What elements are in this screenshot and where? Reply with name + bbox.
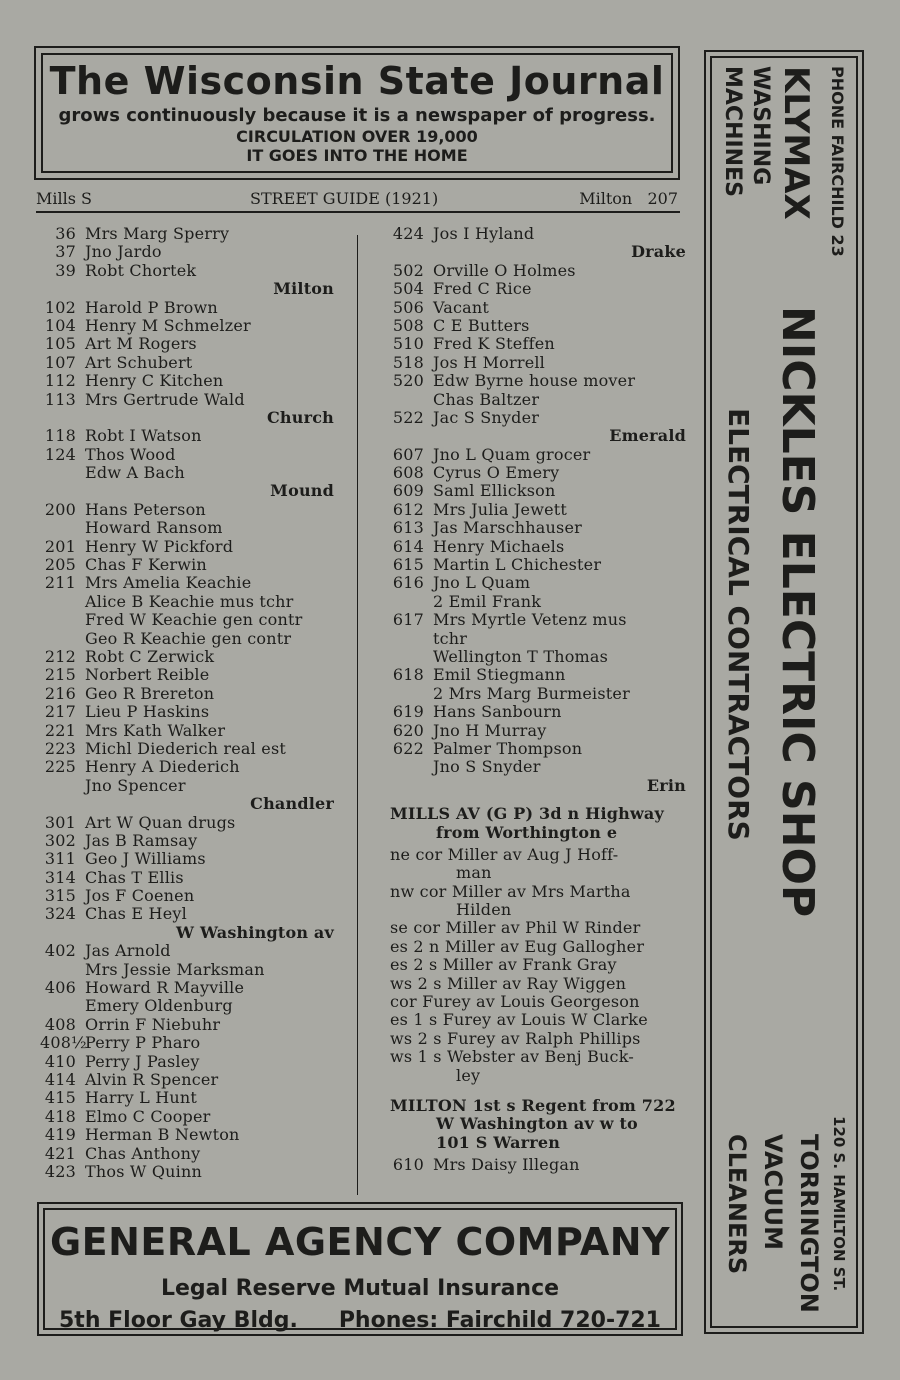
resident-name: Alvin R Spencer [85,1069,219,1089]
resident-name: Orville O Holmes [433,260,576,280]
ad-washing: WASHING [748,66,773,186]
directory-entry [40,354,334,372]
house-number: 211 [44,573,76,593]
right-column-rows [388,225,686,795]
ad-goes-into-home: IT GOES INTO THE HOME [246,146,468,165]
resident-name: Orrin F Niebuhr [85,1014,221,1034]
resident-name: Emil Stiegmann [433,665,566,685]
general-agency-ad [37,1202,683,1336]
header-street-right: Milton [579,189,633,208]
house-number: 107 [44,352,76,372]
directory-entry [40,391,334,409]
resident-name: Elmo C Cooper [85,1106,211,1126]
street-section-heading: W Washington av [176,922,334,942]
house-number: 406 [44,978,76,998]
directory-entry [40,446,334,464]
resident-name: Jos I Hyland [433,224,535,243]
resident-name: Geo R Keachie gen contr [85,628,292,648]
ad-klymax: KLYMAX [776,66,816,220]
resident-name: Jas B Ramsay [85,830,198,850]
resident-name: Jas Arnold [85,941,171,961]
house-number: 215 [44,665,76,685]
house-number: 39 [55,260,76,280]
resident-name: Fred K Steffen [433,334,555,354]
directory-entry [40,317,334,335]
house-number: 201 [44,536,76,556]
directory-entry [388,593,686,611]
ad-cleaners: CLEANERS [723,1134,751,1275]
wisconsin-state-journal-ad [34,46,680,180]
mills-av-entry-continuation: Hilden [456,900,512,920]
house-number: 414 [44,1069,76,1089]
house-number: 502 [392,260,424,280]
house-number: 419 [44,1125,76,1145]
header-street-left: Mills S [36,189,92,208]
resident-name: Hans Sanbourn [433,702,562,722]
directory-entry [40,961,334,979]
house-number: 225 [44,757,76,777]
ad-torrington: TORRINGTON [795,1134,823,1313]
ad-phones: Phones: Fairchild 720-721 [338,1308,661,1333]
directory-entry [388,611,686,629]
resident-name: Chas Baltzer [433,389,540,409]
directory-entry [388,335,686,353]
house-number: 421 [44,1143,76,1163]
house-number: 212 [44,646,76,666]
resident-name: Edw Byrne house mover [433,371,636,391]
resident-name: Michl Diederich real est [85,738,286,758]
resident-name: Art Schubert [85,352,193,372]
resident-name: C E Butters [433,315,530,335]
directory-entry [388,317,686,335]
header-title: STREET GUIDE (1921) [250,189,439,208]
resident-name: tchr [433,628,468,648]
left-column [40,225,334,1181]
directory-entry [388,538,686,556]
resident-name: Mrs Kath Walker [85,720,226,740]
house-number: 408½ [40,1033,87,1053]
directory-entry [40,1163,334,1181]
house-number: 105 [44,334,76,354]
resident-name: Hans Peterson [85,499,206,519]
directory-entry [388,501,686,519]
house-number: 610 [392,1155,424,1175]
ad-vacuum: VACUUM [759,1134,787,1250]
directory-entry [388,372,686,390]
house-number: 36 [55,224,76,243]
house-number: 205 [44,555,76,575]
resident-name: Jno Spencer [85,775,186,795]
resident-name: Art W Quan drugs [85,812,236,832]
house-number: 223 [44,738,76,758]
resident-name: Palmer Thompson [433,738,583,758]
house-number: 221 [44,720,76,740]
house-number: 522 [392,407,424,427]
mills-av-heading-cont: from Worthington e [436,822,618,842]
resident-name: Edw A Bach [85,463,185,483]
directory-entry [388,666,686,684]
mills-av-entry: ne cor Miller av Aug J Hoff- [390,844,619,864]
directory-entry [40,905,334,923]
resident-name: Jas Marschhauser [433,518,582,538]
directory-entry [388,391,686,409]
ad-electrical-contractors: ELECTRICAL CONTRACTORS [722,408,755,841]
house-number: 608 [392,463,424,483]
directory-entry [40,648,334,666]
directory-entry [388,740,686,758]
directory-entry [40,335,334,353]
ad-shop-name: NICKLES ELECTRIC SHOP [772,306,823,918]
resident-name: Henry Michaels [433,536,565,556]
directory-entry [40,464,334,482]
house-number: 613 [392,518,424,538]
resident-name: Henry A Diederich [85,757,240,777]
resident-name: Mrs Myrtle Vetenz mus [433,610,627,630]
directory-entry [40,243,334,261]
directory-entry [388,685,686,703]
milton-heading: MILTON 1st s Regent from 722 [390,1095,676,1115]
house-number: 508 [392,315,424,335]
directory-entry [388,225,686,243]
directory-entry [40,1126,334,1144]
mills-av-entry: ws 1 s Webster av Benj Buck- [390,1047,634,1067]
house-number: 619 [392,702,424,722]
directory-entry [40,501,334,519]
resident-name: Mrs Marg Sperry [85,224,230,243]
house-number: 510 [392,334,424,354]
resident-name: Howard Ransom [85,518,223,538]
ad-phone: PHONE FAIRCHILD 23 [828,66,847,257]
resident-name: Wellington T Thomas [433,646,609,666]
resident-name: Jno Jardo [85,242,162,262]
directory-entry [388,354,686,372]
directory-entry [40,574,334,592]
house-number: 618 [392,665,424,685]
resident-name: Emery Oldenburg [85,996,233,1016]
directory-entry [388,262,686,280]
directory-entry [40,556,334,574]
page-number: 207 [647,189,678,208]
directory-entry [388,482,686,500]
house-number: 617 [392,610,424,630]
resident-name: Vacant [433,297,490,317]
resident-name: 2 Emil Frank [433,591,542,611]
resident-name: Mrs Jessie Marksman [85,959,265,979]
resident-name: Henry M Schmelzer [85,315,251,335]
side-ad-inner-border [710,56,858,1328]
ad-circulation: CIRCULATION OVER 19,000 [236,127,478,146]
mills-av-heading: MILLS AV (G P) 3d n Highway [390,804,664,824]
mills-av-entry: ws 2 s Miller av Ray Wiggen [390,973,627,993]
house-number: 506 [392,297,424,317]
directory-entry [40,887,334,905]
resident-name: Perry P Pharo [85,1033,201,1053]
street-section-heading: Church [266,407,334,427]
milton-heading-cont1: W Washington av w to [436,1114,638,1134]
directory-entry [40,685,334,703]
house-number: 118 [44,426,76,446]
house-number: 518 [392,352,424,372]
directory-entry [388,722,686,740]
resident-name: Henry W Pickford [85,536,234,556]
directory-entry [40,1071,334,1089]
house-number: 314 [44,867,76,887]
mills-av-entry: se cor Miller av Phil W Rinder [390,918,641,938]
resident-name: Fred W Keachie gen contr [85,610,303,630]
street-section-heading: Erin [646,775,686,795]
directory-entry [40,299,334,317]
mills-av-entry: nw cor Miller av Mrs Martha [390,881,631,901]
directory-entry [40,979,334,997]
ad-company: GENERAL AGENCY COMPANY [49,1220,671,1264]
directory-entry [40,703,334,721]
resident-name: Herman B Newton [85,1125,240,1145]
resident-name: Alice B Keachie mus tchr [85,591,294,611]
resident-name: Harold P Brown [85,297,218,317]
house-number: 217 [44,702,76,722]
house-number: 415 [44,1088,76,1108]
directory-entry [40,722,334,740]
directory-entry [40,1089,334,1107]
resident-name: Jno S Snyder [433,757,541,777]
directory-entry [388,446,686,464]
directory-entry [388,758,686,776]
milton-entry [388,1156,686,1174]
house-number: 612 [392,499,424,519]
directory-entry [40,372,334,390]
resident-name: Chas T Ellis [85,867,184,887]
house-number: 609 [392,481,424,501]
house-number: 504 [392,279,424,299]
ad-title: The Wisconsin State Journal [49,59,665,103]
street-section-heading: Emerald [609,426,686,446]
directory-entry [40,1016,334,1034]
resident-name: Geo J Williams [85,849,206,869]
directory-entry [388,299,686,317]
resident-name: Art M Rogers [85,334,197,354]
street-section-heading: Mound [270,481,334,501]
mills-av-section [388,805,686,1085]
resident-name: Fred C Rice [433,279,532,299]
directory-entry [388,703,686,721]
directory-entry [40,225,334,243]
house-number: 216 [44,683,76,703]
bottom-ad-inner-border [43,1208,677,1333]
directory-entry [40,832,334,850]
ad-inner-border [41,53,673,173]
house-number: 402 [44,941,76,961]
directory-entry [388,280,686,298]
mills-av-entries [388,846,686,1085]
column-divider [357,235,358,1195]
ad-tagline: grows continuously because it is a newspaper of progress. [58,105,656,126]
house-number: 302 [44,830,76,850]
street-section-heading: Milton [273,279,334,299]
house-number: 614 [392,536,424,556]
house-number: 410 [44,1051,76,1071]
house-number: 311 [44,849,76,869]
resident-name: Howard R Mayville [85,978,245,998]
directory-entry [40,1108,334,1126]
house-number: 622 [392,738,424,758]
mills-av-entry: ws 2 s Furey av Ralph Phillips [390,1028,641,1048]
directory-entry [40,777,334,795]
resident-name: Geo R Brereton [85,683,215,703]
directory-entry [40,814,334,832]
resident-name: Saml Ellickson [433,481,556,501]
house-number: 607 [392,444,424,464]
mills-av-entry: cor Furey av Louis Georgeson [390,992,640,1012]
resident-name: Lieu P Haskins [85,702,210,722]
directory-entry [40,869,334,887]
directory-entry [40,666,334,684]
street-section-heading: Chandler [250,794,334,814]
house-number: 102 [44,297,76,317]
milton-section [388,1097,686,1175]
resident-name: Robt Chortek [85,260,197,280]
resident-name: Jac S Snyder [433,407,540,427]
house-number: 418 [44,1106,76,1126]
ad-floor: 5th Floor Gay Bldg. [59,1308,298,1333]
directory-entry [388,574,686,592]
resident-name: Robt C Zerwick [85,646,215,666]
house-number: 113 [44,389,76,409]
ad-contact-line [45,1308,675,1334]
resident-name: Chas F Kerwin [85,555,207,575]
house-number: 408 [44,1014,76,1034]
directory-entry [40,262,334,280]
page-header [36,189,680,213]
milton-heading-cont2: 101 S Warren [436,1132,561,1152]
resident-name: Jno L Quam [433,573,531,593]
house-number: 616 [392,573,424,593]
resident-name: Norbert Reible [85,665,210,685]
house-number: 324 [44,904,76,924]
resident-name: Chas Anthony [85,1143,201,1163]
resident-name: Martin L Chichester [433,555,602,575]
resident-name: 2 Mrs Marg Burmeister [433,683,630,703]
house-number: 124 [44,444,76,464]
house-number: 315 [44,886,76,906]
directory-entry [388,519,686,537]
resident-name: Mrs Daisy Illegan [433,1155,580,1175]
resident-name: Jos F Coenen [85,886,195,906]
house-number: 615 [392,555,424,575]
resident-name: Chas E Heyl [85,904,187,924]
resident-name: Jno H Murray [433,720,547,740]
resident-name: Henry C Kitchen [85,371,224,391]
directory-entry [40,519,334,537]
ad-insurance: Legal Reserve Mutual Insurance [160,1276,560,1301]
house-number: 424 [392,224,424,243]
resident-name: Harry L Hunt [85,1088,198,1108]
directory-entry [40,538,334,556]
resident-name: Mrs Gertrude Wald [85,389,245,409]
directory-entry [40,740,334,758]
resident-name: Mrs Amelia Keachie [85,573,252,593]
header-right [579,189,678,209]
directory-entry [40,1053,334,1071]
resident-name: Perry J Pasley [85,1051,200,1071]
directory-entry [40,427,334,445]
directory-entry [40,997,334,1015]
directory-entry [40,1145,334,1163]
directory-entry [40,942,334,960]
resident-name: Mrs Julia Jewett [433,499,568,519]
directory-entry [40,758,334,776]
nickles-electric-ad [704,50,864,1334]
mills-av-entry: es 2 s Miller av Frank Gray [390,955,617,975]
resident-name: Jos H Morrell [433,352,545,372]
directory-entry [388,630,686,648]
directory-entry [40,593,334,611]
directory-entry [40,630,334,648]
resident-name: Thos W Quinn [85,1161,202,1181]
directory-entry [388,648,686,666]
mills-av-entry-continuation: ley [456,1065,481,1085]
house-number: 104 [44,315,76,335]
house-number: 37 [55,242,76,262]
street-section-heading: Drake [631,242,686,262]
house-number: 520 [392,371,424,391]
resident-name: Robt I Watson [85,426,202,446]
directory-entry [40,1034,334,1052]
directory-entry [40,611,334,629]
directory-entry [388,409,686,427]
mills-av-entry-continuation: man [456,863,492,883]
house-number: 620 [392,720,424,740]
resident-name: Thos Wood [85,444,176,464]
right-column [388,225,686,1179]
directory-entry [388,556,686,574]
resident-name: Cyrus O Emery [433,463,560,483]
mills-av-entry: es 2 n Miller av Eug Gallogher [390,936,645,956]
directory-entry [40,850,334,868]
ad-address: 120 S. HAMILTON ST. [830,1116,848,1292]
mills-av-entry: es 1 s Furey av Louis W Clarke [390,1010,648,1030]
ad-machines: MACHINES [720,66,745,197]
house-number: 301 [44,812,76,832]
house-number: 200 [44,499,76,519]
directory-entry [388,464,686,482]
resident-name: Jno L Quam grocer [433,444,591,464]
house-number: 112 [44,371,76,391]
house-number: 423 [44,1161,76,1181]
